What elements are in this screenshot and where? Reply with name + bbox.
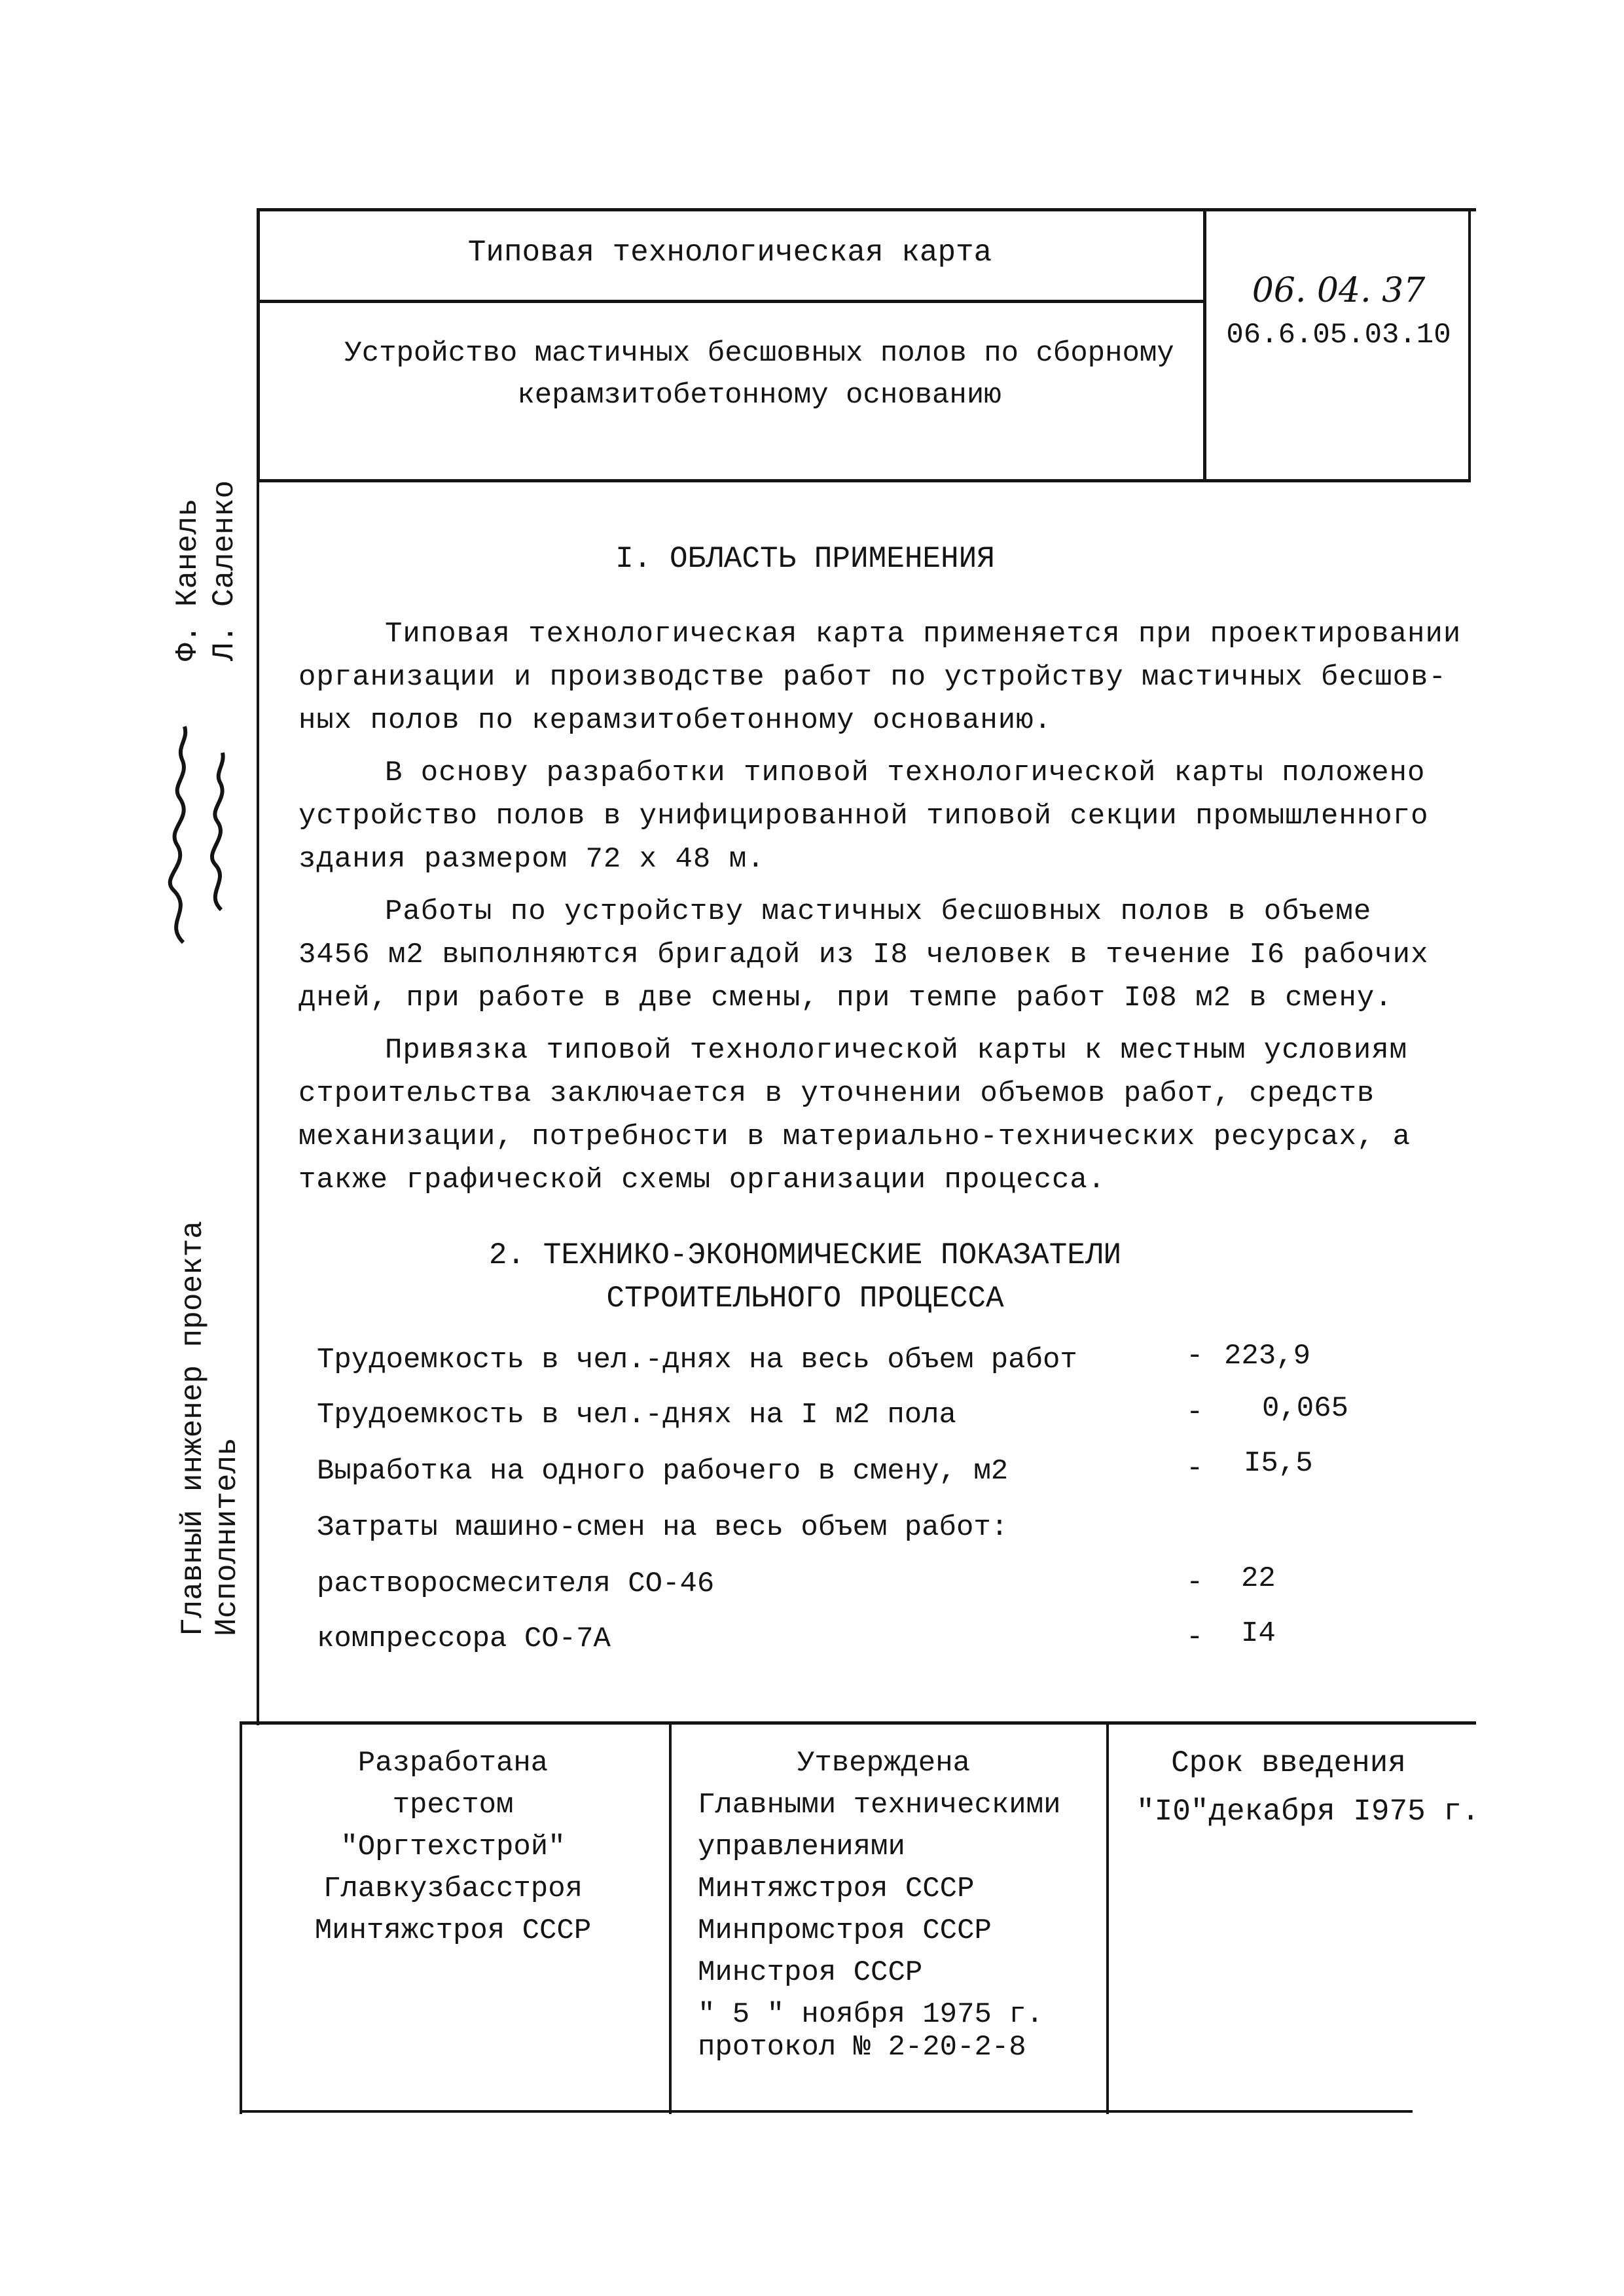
effective-date-title: Срок введения [1171, 1746, 1406, 1780]
section-1-paragraph-2-line-1: В основу разработки типовой технологической карты положено [385, 757, 1426, 789]
section-1-paragraph-3-line-2: 3456 м2 выполняются бригадой из I8 человек в течение I6 рабочих [298, 939, 1429, 971]
signature-2 [196, 746, 242, 916]
indicator-label: Выработка на одного рабочего в смену, м2 [317, 1455, 1009, 1488]
approved-line-3: управлениями [698, 1831, 905, 1863]
developed-line-5: Минтяжстроя СССР [314, 1914, 592, 1947]
header-left-border [257, 208, 260, 482]
section-1-paragraph-4-line-4: также графической схемы организации процесса. [298, 1164, 1106, 1196]
indicator-dash: - [1186, 1452, 1204, 1485]
indicator-dash: - [1186, 1340, 1204, 1372]
header-divider-horizontal [257, 300, 1204, 303]
footer-top-border [241, 1721, 1476, 1725]
section-2-heading-line-1: 2. ТЕХНИКО-ЭКОНОМИЧЕСКИЕ ПОКАЗАТЕЛИ [488, 1238, 1122, 1272]
section-1-paragraph-3-line-3: дней, при работе в две смены, при темпе работ I08 м2 в смену. [298, 982, 1393, 1014]
effective-date: "I0"декабря I975 г. [1136, 1795, 1480, 1829]
header-right-border [1468, 208, 1471, 482]
section-2-heading-line-2: СТРОИТЕЛЬНОГО ПРОЦЕССА [606, 1282, 1004, 1316]
section-1-paragraph-4-line-1: Привязка типовой технологической карты к местным условиям [385, 1034, 1408, 1067]
indicator-dash: - [1186, 1396, 1204, 1429]
indicator-label: компрессора СО-7А [317, 1623, 611, 1655]
role-executor: Исполнитель [210, 1437, 244, 1636]
section-1-paragraph-4-line-3: механизации, потребности в материально-технических ресурсах, а [298, 1121, 1411, 1153]
section-1-paragraph-2-line-3: здания размером 72 х 48 м. [298, 843, 765, 876]
developed-line-2: трестом [392, 1789, 514, 1821]
indicator-label: Трудоемкость в чел.-днях на весь объем работ [317, 1344, 1077, 1376]
section-1-paragraph-1-line-2: организации и производстве работ по устройству мастичных бесшов- [298, 661, 1447, 694]
indicator-value: I4 [1241, 1617, 1276, 1650]
approved-line-5: Минпромстроя СССР [698, 1914, 992, 1947]
indicator-dash: - [1186, 1566, 1204, 1599]
section-1-paragraph-2-line-2: устройство полов в унифицированной типовой секции промышленного [298, 800, 1429, 833]
left-margin-border [257, 482, 259, 1725]
document-subtitle-line-2: керамзитобетонному основанию [517, 379, 1001, 412]
footer-bottom-border [240, 2110, 1413, 2113]
section-1-paragraph-1-line-3: ных полов по керамзитобетонному основанию. [298, 704, 1052, 737]
role-chief-engineer: Главный инженер проекта [176, 1221, 210, 1636]
document-subtitle-line-1: Устройство мастичных бесшовных полов по сборному [344, 337, 1174, 370]
developed-line-4: Главкузбасстроя [323, 1873, 583, 1905]
signatory-name-1: Ф. Канель [171, 498, 205, 661]
header-top-border [257, 208, 1476, 211]
indicator-value: 223,9 [1224, 1340, 1311, 1372]
section-1-paragraph-3-line-1: Работы по устройству мастичных бесшовных полов в объеме [385, 895, 1372, 928]
approved-line-4: Минтяжстроя СССР [698, 1873, 975, 1905]
signatory-name-2: Л. Саленко [208, 480, 242, 661]
approved-line-1: Утверждена [797, 1747, 971, 1780]
approval-protocol: протокол № 2-20-2-8 [698, 2031, 1026, 2064]
handwritten-code: 06. 04. 37 [1252, 271, 1426, 310]
document-title: Типовая технологическая карта [467, 236, 992, 270]
developed-line-3: "Оргтехстрой" [340, 1831, 566, 1863]
developed-line-1: Разработана [357, 1747, 549, 1780]
footer-divider-1 [669, 1721, 672, 2114]
document-code: 06.6.05.03.10 [1226, 319, 1451, 351]
footer-left-border [240, 1721, 242, 2114]
indicator-value: 22 [1241, 1562, 1276, 1595]
indicator-label: Трудоемкость в чел.-днях на I м2 пола [317, 1399, 956, 1431]
header-bottom-border [257, 479, 1471, 482]
indicator-label: Затраты машино-смен на весь объем работ: [317, 1511, 1009, 1544]
approved-line-2: Главными техническими [698, 1789, 1061, 1821]
approved-line-6: Минстроя СССР [698, 1956, 923, 1989]
section-1-paragraph-1-line-1: Типовая технологическая карта применяется при проектировании [385, 618, 1462, 651]
footer-divider-2 [1106, 1721, 1109, 2114]
indicator-value: I5,5 [1244, 1447, 1313, 1480]
indicator-value: 0,065 [1262, 1392, 1349, 1425]
indicator-dash: - [1186, 1621, 1204, 1654]
section-1-paragraph-4-line-2: строительства заключается в уточнении объемов работ, средств [298, 1077, 1375, 1110]
section-1-heading: I. ОБЛАСТЬ ПРИМЕНЕНИЯ [615, 542, 995, 576]
indicator-label: растворосмесителя СО-46 [317, 1568, 715, 1600]
approval-date: " 5 " ноября 1975 г. [698, 1998, 1044, 2031]
